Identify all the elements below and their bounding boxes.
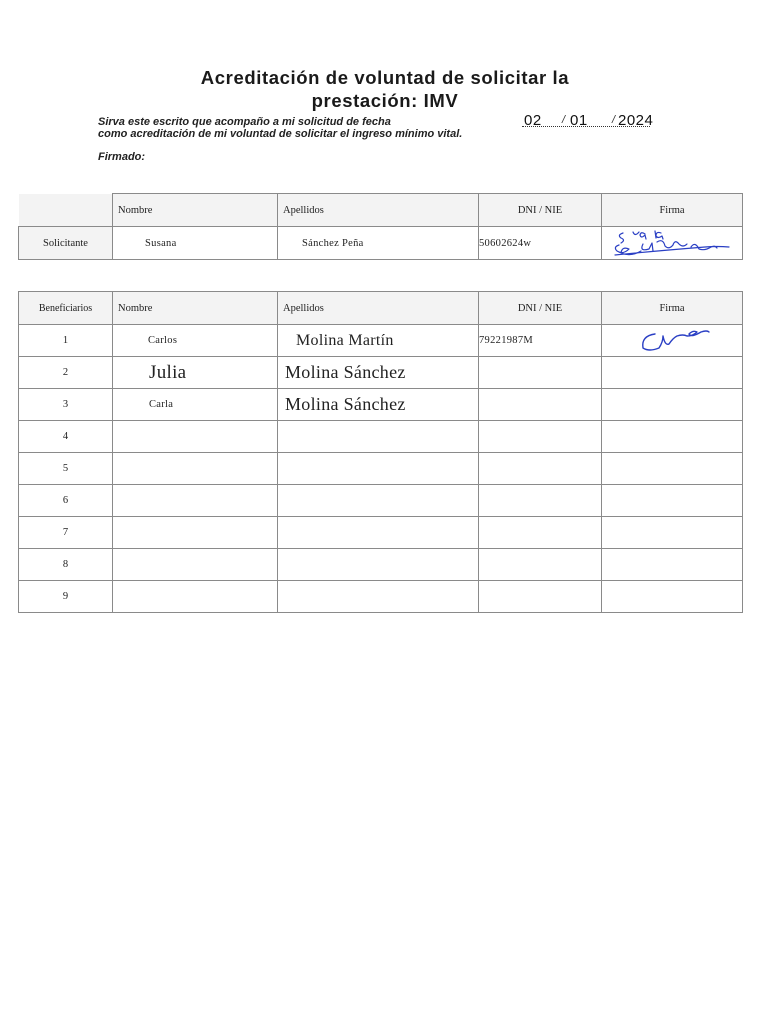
beneficiario-apellidos (278, 421, 479, 453)
beneficiario-nombre (113, 453, 278, 485)
beneficiario-number: 6 (19, 485, 113, 517)
beneficiario-row (19, 517, 743, 549)
title-line-2: prestación: IMV (311, 90, 459, 111)
beneficiario-apellidos (278, 485, 479, 517)
beneficiario-firma-cell (602, 325, 743, 357)
beneficiario-row (19, 389, 743, 421)
beneficiario-nombre (113, 421, 278, 453)
header-apellidos: Apellidos (278, 194, 479, 227)
beneficiario-nombre (113, 517, 278, 549)
solicitante-firma-cell (602, 227, 743, 260)
beneficiario-dni (479, 517, 602, 549)
beneficiario-nombre: Julia (113, 357, 278, 389)
solicitante-nombre: Susana (113, 227, 278, 260)
date-separator-2: / (612, 114, 616, 126)
beneficiario-number: 3 (19, 389, 113, 421)
solicitante-signature (607, 227, 737, 259)
beneficiario-number: 5 (19, 453, 113, 485)
header-nombre: Nombre (113, 292, 278, 325)
header-firma: Firma (602, 194, 743, 227)
beneficiario-number: 2 (19, 357, 113, 389)
intro-line-2: como acreditación de mi voluntad de solicitar el ingreso mínimo vital. (98, 127, 463, 140)
intro-line-1: Sirva este escrito que acompaño a mi solicitud de fecha (98, 116, 391, 128)
beneficiario-row (19, 421, 743, 453)
header-dni: DNI / NIE (479, 194, 602, 227)
solicitante-label: Solicitante (19, 227, 113, 260)
document-title (100, 66, 670, 112)
header-nombre: Nombre (113, 194, 278, 227)
beneficiario-apellidos: Molina Martín (278, 325, 479, 357)
corner-blank (19, 194, 113, 227)
beneficiario-firma-cell (602, 357, 743, 389)
solicitante-dni: 50602624w (479, 227, 602, 260)
beneficiario-nombre (113, 549, 278, 581)
title-line-1: Acreditación de voluntad de solicitar la (200, 67, 570, 88)
beneficiario-number: 9 (19, 581, 113, 613)
beneficiario-dni (479, 549, 602, 581)
beneficiario-firma-cell (602, 421, 743, 453)
solicitante-table (18, 193, 743, 260)
beneficiario-row (19, 453, 743, 485)
beneficiario-dni (479, 389, 602, 421)
beneficiario-nombre: Carlos (113, 325, 278, 357)
date-day: 02 (524, 112, 542, 129)
beneficiario-dni (479, 581, 602, 613)
beneficiario-dni: 79221987M (479, 325, 602, 357)
beneficiario-number: 1 (19, 325, 113, 357)
solicitante-header-row (19, 194, 743, 227)
beneficiario-nombre: Carla (113, 389, 278, 421)
beneficiario-nombre (113, 485, 278, 517)
beneficiario-row (19, 581, 743, 613)
beneficiario-firma-cell (602, 389, 743, 421)
solicitante-apellidos: Sánchez Peña (278, 227, 479, 260)
beneficiario-firma-cell (602, 581, 743, 613)
beneficiario-firma-cell (602, 485, 743, 517)
request-date (520, 112, 670, 132)
date-month: 01 (570, 112, 588, 129)
beneficiario-signature (617, 326, 727, 356)
beneficiario-number: 7 (19, 517, 113, 549)
beneficiario-apellidos: Molina Sánchez (278, 389, 479, 421)
header-firma: Firma (602, 292, 743, 325)
beneficiario-dni (479, 357, 602, 389)
beneficiario-row (19, 485, 743, 517)
beneficiarios-table (18, 291, 743, 613)
beneficiario-row (19, 549, 743, 581)
beneficiario-firma-cell (602, 453, 743, 485)
beneficiario-dni (479, 453, 602, 485)
header-apellidos: Apellidos (278, 292, 479, 325)
beneficiario-row (19, 325, 743, 357)
beneficiario-apellidos (278, 549, 479, 581)
beneficiarios-rows (19, 325, 743, 613)
beneficiarios-corner-label: Beneficiarios (19, 292, 113, 325)
beneficiario-dni (479, 421, 602, 453)
beneficiario-number: 8 (19, 549, 113, 581)
beneficiario-apellidos (278, 453, 479, 485)
date-year: 2024 (618, 112, 654, 129)
header-dni: DNI / NIE (479, 292, 602, 325)
beneficiarios-header-row (19, 292, 743, 325)
signed-label: Firmado: (98, 151, 146, 163)
solicitante-row (19, 227, 743, 260)
beneficiario-apellidos (278, 581, 479, 613)
beneficiario-nombre (113, 581, 278, 613)
beneficiario-firma-cell (602, 517, 743, 549)
beneficiario-number: 4 (19, 421, 113, 453)
beneficiario-firma-cell (602, 549, 743, 581)
date-separator-1: / (562, 114, 566, 126)
beneficiario-dni (479, 485, 602, 517)
beneficiario-apellidos: Molina Sánchez (278, 357, 479, 389)
beneficiario-apellidos (278, 517, 479, 549)
beneficiario-row (19, 357, 743, 389)
